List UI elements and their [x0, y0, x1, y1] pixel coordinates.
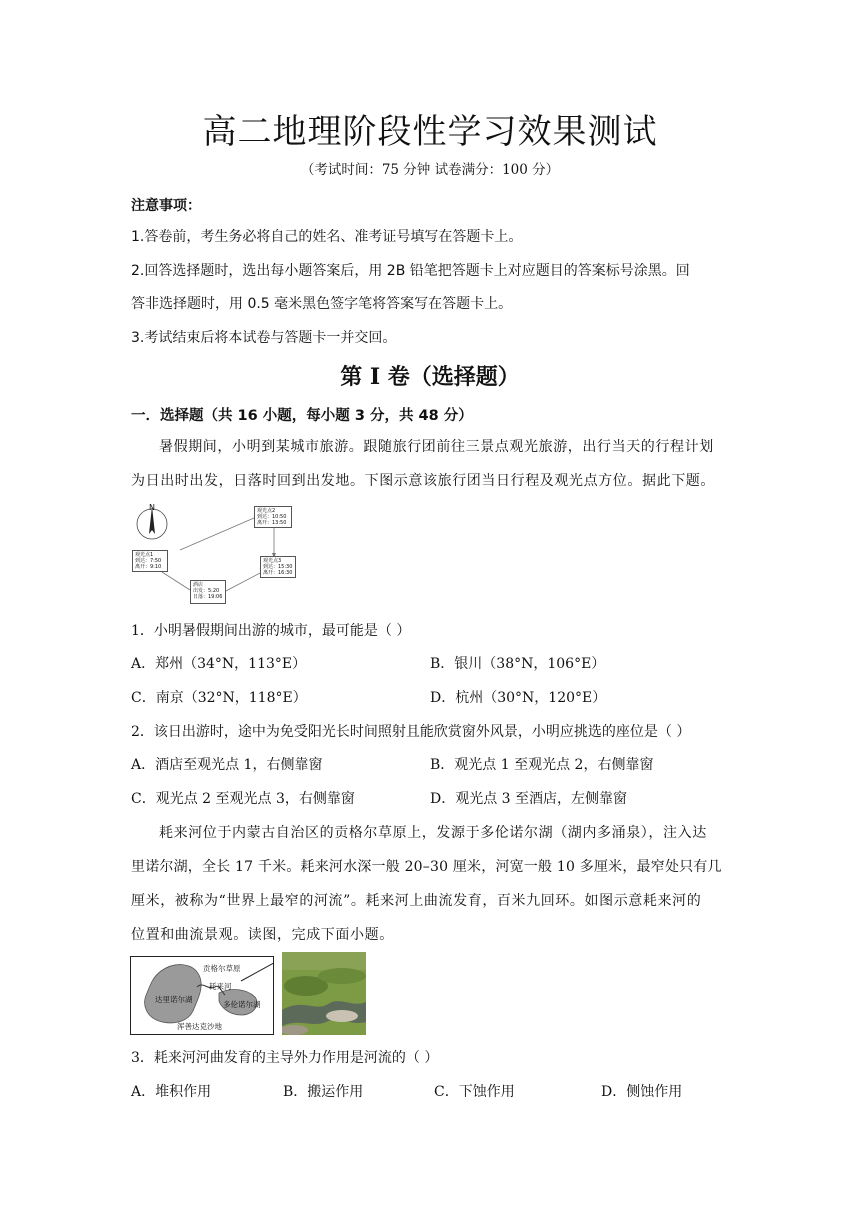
option-b: B．搬运作用 — [283, 1084, 364, 1100]
page-title: 高二地理阶段性学习效果测试 — [202, 112, 658, 152]
option-c: C．观光点 2 至观光点 3，右侧靠窗 — [131, 791, 355, 807]
map-label: 达里诺尔湖 — [155, 995, 193, 1004]
part-title: 第 I 卷（选择题） — [340, 364, 520, 390]
passage-line: 里诺尔湖，全长 17 千米。耗来河水深一般 20–30 厘米，河宽一般 10 多厘米，最窄处只有几 — [131, 859, 722, 875]
option-d: D．杭州（30°N，120°E） — [430, 690, 607, 706]
map-label: 多伦诺尔湖 — [223, 1000, 261, 1009]
option-d: D．观光点 3 至酒店，左侧靠窗 — [430, 791, 628, 807]
notice-item: 1.答卷前，考生务必将自己的姓名、准考证号填写在答题卡上。 — [131, 229, 523, 245]
option-c: C．南京（32°N，118°E） — [131, 690, 307, 706]
map-label: 贡格尔草原 — [203, 964, 241, 973]
meander-photo — [282, 952, 366, 1035]
question-stem: 1．小明暑假期间出游的城市，最可能是（ ） — [131, 623, 411, 639]
passage-line: 厘米，被称为“世界上最窄的河流”。耗来河上曲流发育，百米九回环。如图示意耗来河的 — [131, 893, 702, 909]
option-d: D．侧蚀作用 — [601, 1084, 683, 1100]
map-label: 耗来河 — [209, 982, 232, 991]
itinerary-figure — [128, 500, 308, 610]
meander-photo-art — [282, 952, 366, 1035]
north-label: N — [149, 503, 155, 512]
option-c: C．下蚀作用 — [434, 1084, 515, 1100]
exam-info: （考试时间：75 分钟 试卷满分：100 分） — [300, 162, 560, 178]
map-label: 浑善达克沙地 — [177, 1022, 222, 1031]
river-location-map — [130, 956, 274, 1035]
hotel-box: 酒店 出发：5:20 日落：19:06 — [190, 580, 226, 604]
notice-item: 3.考试结束后将本试卷与答题卡一并交回。 — [131, 330, 397, 346]
notice-item: 答非选择题时，用 0.5 毫米黑色签字笔将答案写在答题卡上。 — [131, 296, 513, 312]
notice-heading: 注意事项： — [131, 198, 201, 214]
notice-item: 2.回答选择题时，选出每小题答案后，用 2B 铅笔把答题卡上对应题目的答案标号涂黑。回 — [131, 263, 690, 279]
passage-line: 耗来河位于内蒙古自治区的贡格尔草原上，发源于多伦诺尔湖（湖内多涌泉），注入达 — [159, 825, 707, 841]
passage-line: 位置和曲流景观。读图，完成下面小题。 — [131, 927, 394, 943]
passage-line: 为日出时出发，日落时回到出发地。下图示意该旅行团当日行程及观光点方位。据此下题。 — [131, 473, 715, 489]
question-stem: 3．耗来河河曲发育的主导外力作用是河流的（ ） — [131, 1050, 439, 1066]
section-heading: 一．选择题（共 16 小题，每小题 3 分，共 48 分） — [131, 408, 473, 424]
spot2-box: 观光点2 到达：10:50 离开：13:50 — [254, 506, 292, 528]
spot3-box: 观光点3 到达：15:30 离开：16:30 — [260, 556, 296, 578]
option-a: A．酒店至观光点 1，右侧靠窗 — [131, 757, 323, 773]
question-stem: 2．该日出游时，途中为免受阳光长时间照射且能欣赏窗外风景，小明应挑选的座位是（ ） — [131, 724, 691, 740]
option-a: A．堆积作用 — [131, 1084, 212, 1100]
passage-line: 暑假期间，小明到某城市旅游。跟随旅行团前往三景点观光旅游，出行当天的行程计划 — [159, 439, 714, 455]
option-b: B．银川（38°N，106°E） — [430, 656, 606, 672]
spot1-box: 观光点1 到达：7:50 离开：9:10 — [132, 550, 168, 572]
option-a: A．郑州（34°N，113°E） — [131, 656, 307, 672]
option-b: B．观光点 1 至观光点 2，右侧靠窗 — [430, 757, 654, 773]
